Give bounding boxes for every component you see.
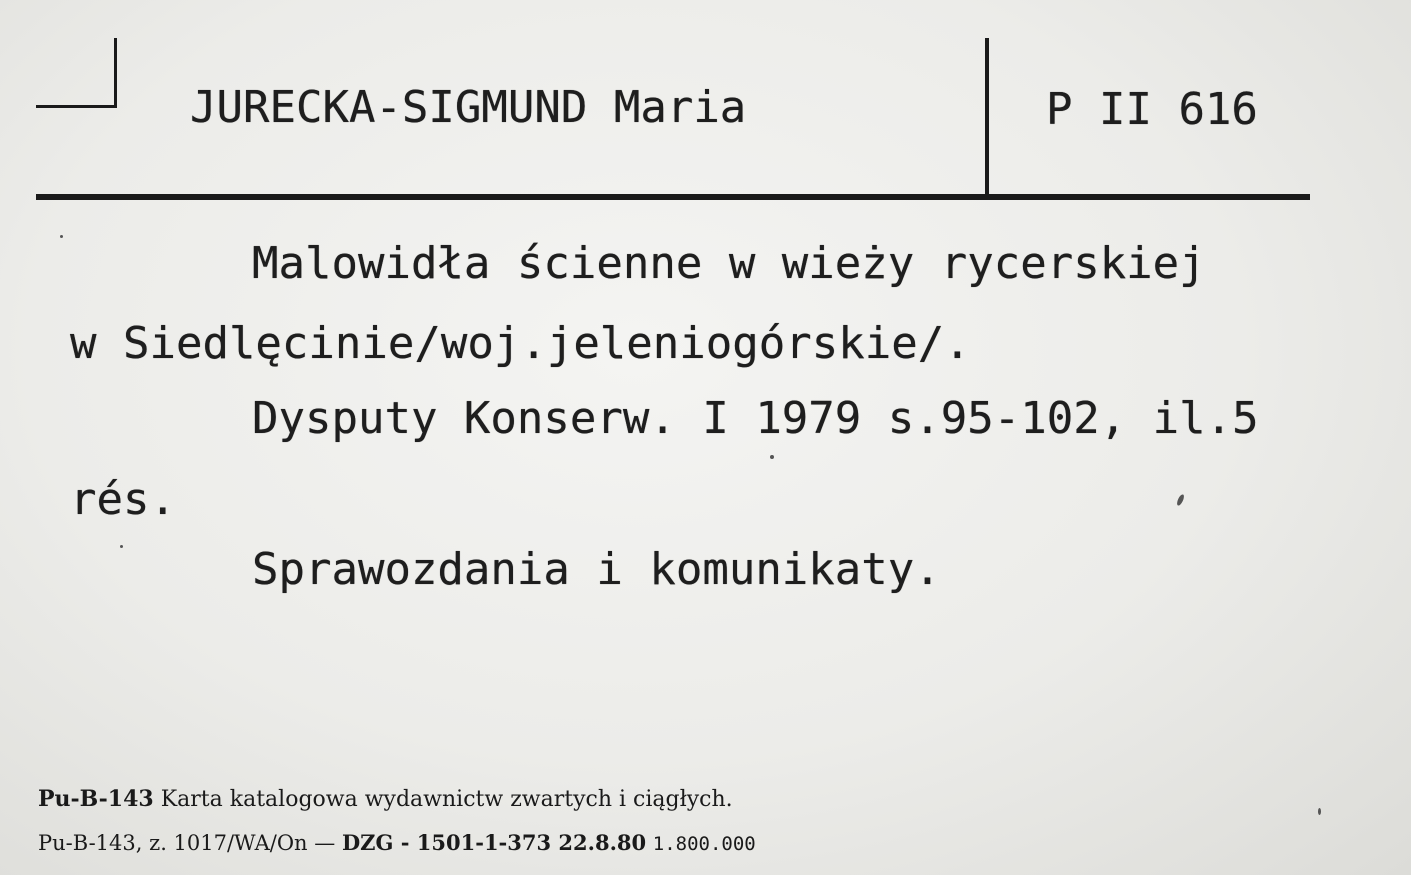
shelfmark: P II 616 [1046,84,1258,135]
corner-bracket-horizontal [36,105,117,108]
header-divider-vertical [985,38,989,196]
header-divider-horizontal [36,194,1310,200]
print-dash: — [314,831,336,855]
dust-speck [120,545,123,548]
dust-speck [1318,808,1321,815]
dust-speck [770,455,774,459]
form-title: Karta katalogowa wydawnictw zwartych i ciągłych. [160,787,733,812]
corner-bracket-vertical [114,38,117,108]
form-code: Pu-B-143 [38,786,154,812]
author-heading: JURECKA-SIGMUND Maria [190,82,747,133]
print-code: Pu-B-143, [38,831,143,855]
section-line: Sprawozdania i komunikaty. [252,544,941,595]
print-order: z. 1017/WA/On [149,831,308,855]
form-title-line [38,786,733,812]
title-line-1: Malowidła ścienne w wieży rycerskiej [252,238,1206,289]
print-run: 1.800.000 [652,833,756,855]
source-line: Dysputy Konserw. I 1979 s.95-102, il.5 [252,393,1259,444]
dust-speck [1176,494,1186,507]
summary-note: rés. [70,474,176,525]
title-line-2: w Siedlęcinie/woj.jeleniogórskie/. [70,318,971,369]
printer-imprint-line [38,830,756,855]
dust-speck [60,235,63,238]
print-ref: DZG - 1501-1-373 22.8.80 [341,830,647,855]
